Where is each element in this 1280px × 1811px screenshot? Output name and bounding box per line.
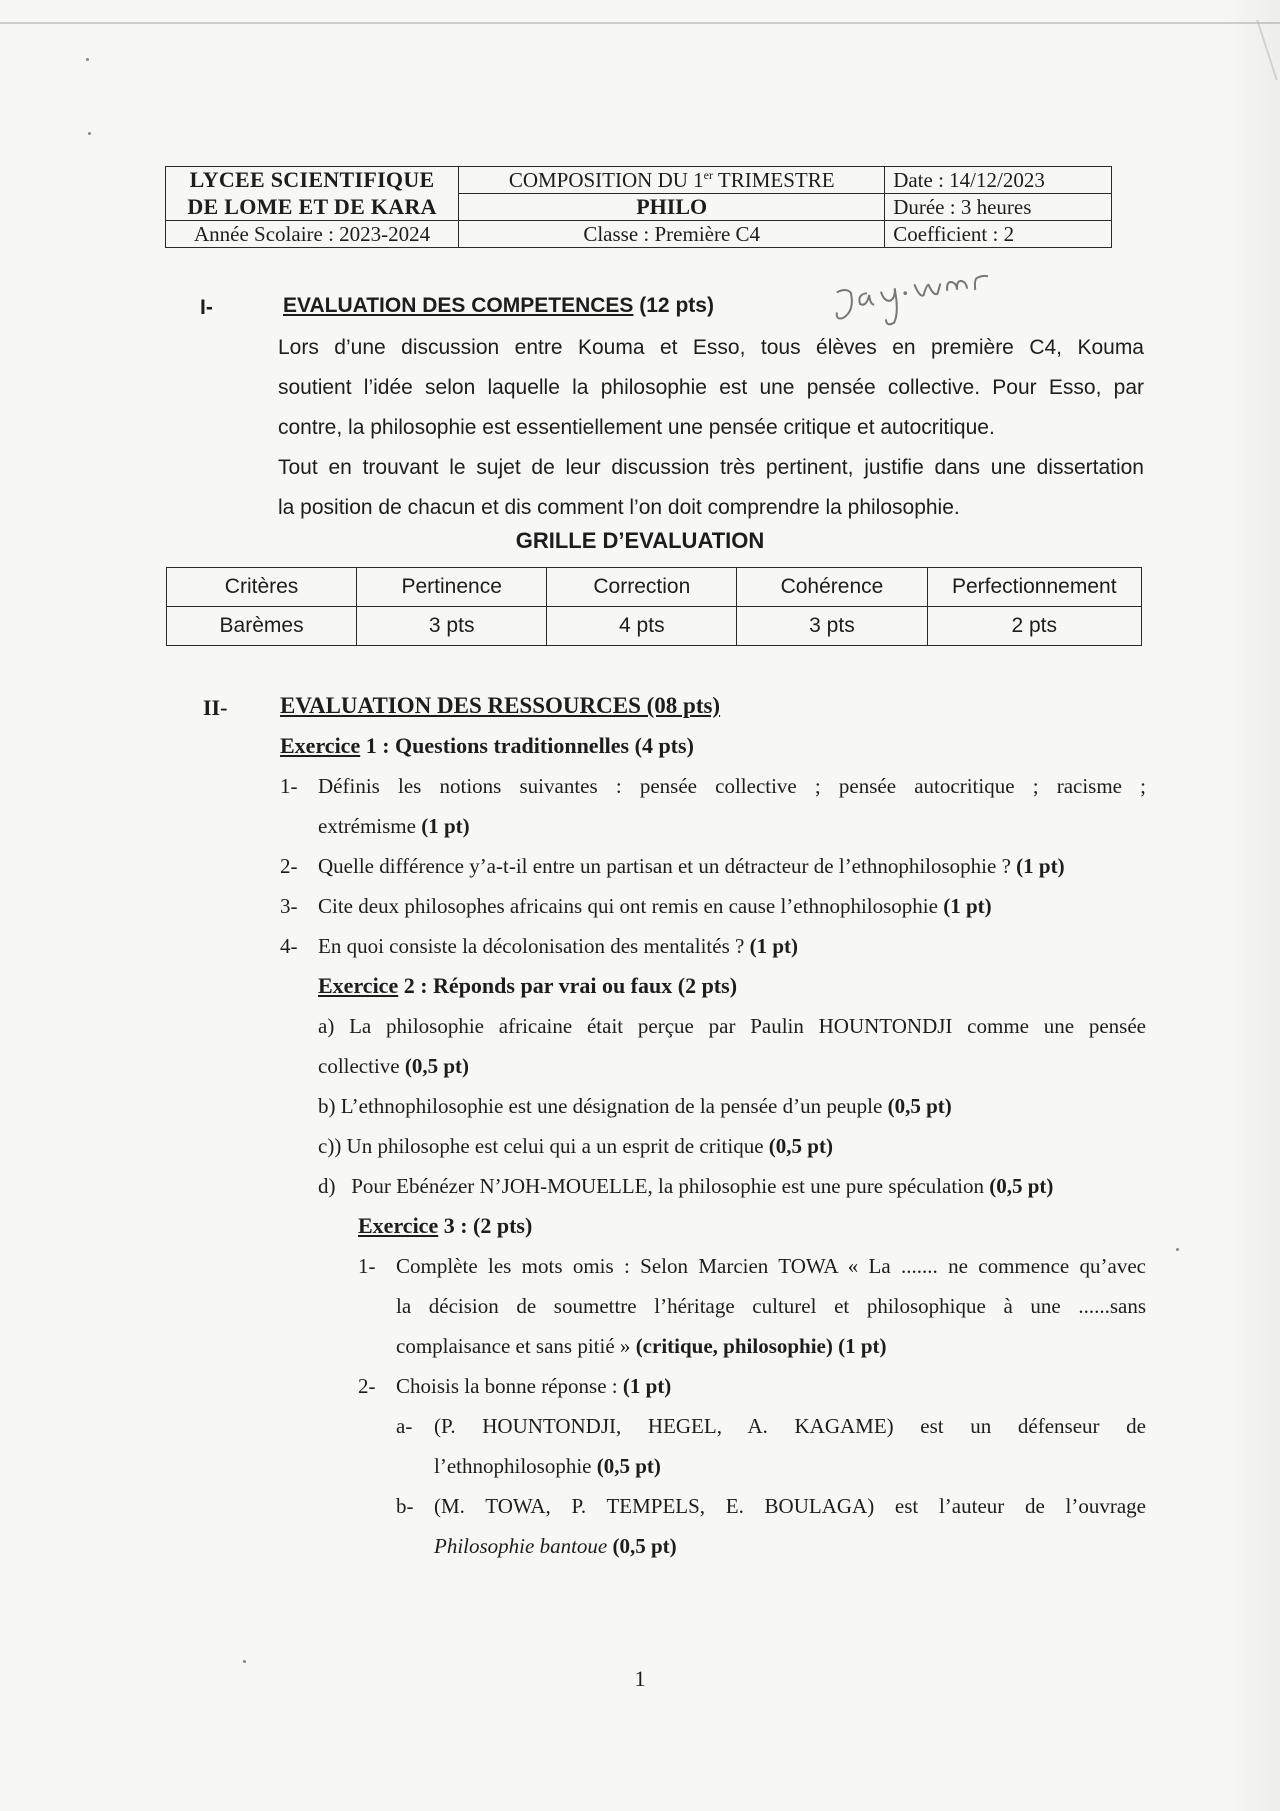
exercise2-title: Exercice 2 : Réponds par vrai ou faux (2 pts)	[318, 973, 738, 998]
ex1-q4: En quoi consiste la décolonisation des mentalités ? (1 pt)	[318, 934, 798, 958]
prompt-line-4: Tout en trouvant le sujet de leur discussion très pertinent, justifie dans une dissertation	[278, 456, 1144, 479]
school-year: Année Scolaire : 2023-2024	[166, 221, 459, 248]
signature-scribble	[829, 257, 1004, 334]
exam-class: Classe : Première C4	[459, 221, 885, 248]
exam-subject: PHILO	[459, 194, 885, 221]
ex2-a-line2: collective (0,5 pt)	[318, 1054, 470, 1078]
grille-header: Critères	[167, 568, 357, 607]
section1-number: I-	[200, 296, 213, 319]
section1-title: EVALUATION DES COMPETENCES (12 pts)	[283, 294, 714, 317]
scan-speck	[243, 1660, 246, 1663]
scan-speck	[88, 132, 91, 135]
ex2-b: b) L’ethnophilosophie est une désignation de la pensée d’un peuple (0,5 pt)	[318, 1094, 952, 1118]
grille-header-row	[167, 568, 1142, 607]
ex3-q2: Choisis la bonne réponse : (1 pt)	[396, 1374, 672, 1398]
exam-header-table	[165, 166, 1112, 248]
grille-cell: 3 pts	[357, 607, 547, 646]
scan-top-edge	[0, 22, 1280, 24]
grille-title: GRILLE D’EVALUATION	[515, 528, 765, 553]
grille-header: Pertinence	[357, 568, 547, 607]
ex3-q1-line2: la décision de soumettre l’héritage culturel et philosophique à une ......sans	[396, 1294, 1146, 1318]
grille-cell: 4 pts	[547, 607, 737, 646]
ex2-c: c)) Un philosophe est celui qui a un esprit de critique (0,5 pt)	[318, 1134, 833, 1158]
grille-header: Correction	[547, 568, 737, 607]
exercise1-title: Exercice 1 : Questions traditionnelles (4 pts)	[280, 733, 694, 758]
ex1-q3-number: 3-	[280, 894, 298, 918]
prompt-line-5: la position de chacun et dis comment l’on doit comprendre la philosophie.	[278, 496, 960, 519]
grille-cell: Barèmes	[167, 607, 357, 646]
prompt-line-1: Lors d’une discussion entre Kouma et Esso, tous élèves en première C4, Kouma	[278, 336, 1144, 359]
grille-header: Perfectionnement	[927, 568, 1142, 607]
ex3-b-line1: (M. TOWA, P. TEMPELS, E. BOULAGA) est l’auteur de l’ouvrage	[434, 1494, 1146, 1518]
ex1-q1-line2: extrémisme (1 pt)	[318, 814, 470, 838]
grille-cell: 2 pts	[927, 607, 1142, 646]
section2-title: EVALUATION DES RESSOURCES (08 pts)	[280, 693, 721, 718]
page-number: 1	[634, 1666, 646, 1691]
ex3-q1-line3: complaisance et sans pitié » (critique, philosophie) (1 pt)	[396, 1334, 887, 1358]
composition-title: COMPOSITION DU 1er TRIMESTRE	[459, 167, 885, 194]
ex1-q2: Quelle différence y’a-t-il entre un partisan et un détracteur de l’ethnophilosophie ? (1 pt)	[318, 854, 1065, 878]
ex3-b-number: b-	[396, 1494, 414, 1518]
ex3-a-line2: l’ethnophilosophie (0,5 pt)	[434, 1454, 661, 1478]
ex3-q2-number: 2-	[358, 1374, 376, 1398]
prompt-line-2: soutient l’idée selon laquelle la philosophie est une pensée collective. Pour Esso, par	[278, 376, 1144, 399]
ex1-q4-number: 4-	[280, 934, 298, 958]
exam-date: Date : 14/12/2023	[885, 167, 1112, 194]
ex1-q1-line1: Définis les notions suivantes : pensée collective ; pensée autocritique ; racisme ;	[318, 774, 1146, 798]
ex3-a-number: a-	[396, 1414, 413, 1438]
grille-table	[166, 567, 1142, 646]
ex2-d: d) Pour Ebénézer N’JOH-MOUELLE, la philosophie est une pure spéculation (0,5 pt)	[318, 1174, 1054, 1198]
ex1-q3: Cite deux philosophes africains qui ont remis en cause l’ethnophilosophie (1 pt)	[318, 894, 992, 918]
grille-header: Cohérence	[737, 568, 927, 607]
ex1-q2-number: 2-	[280, 854, 298, 878]
school-name-line2: DE LOME ET DE KARA	[166, 194, 459, 221]
ex3-a-line1: (P. HOUNTONDJI, HEGEL, A. KAGAME) est un défenseur de	[434, 1414, 1146, 1438]
prompt-line-3: contre, la philosophie est essentiellement une pensée critique et autocritique.	[278, 416, 995, 439]
scan-shadow	[1220, 0, 1280, 1811]
school-name-line1: LYCEE SCIENTIFIQUE	[166, 167, 459, 194]
section1-prompt	[278, 328, 1144, 528]
grille-values-row	[167, 607, 1142, 646]
ex1-q1-number: 1-	[280, 774, 298, 798]
exam-duration: Durée : 3 heures	[885, 194, 1112, 221]
scan-speck	[86, 58, 89, 61]
exam-coefficient: Coefficient : 2	[885, 221, 1112, 248]
ex3-q1-number: 1-	[358, 1254, 376, 1278]
ex3-q1-line1: Complète les mots omis : Selon Marcien TOWA « La ....... ne commence qu’avec	[396, 1254, 1146, 1278]
scan-speck	[1176, 1248, 1179, 1251]
ex2-a-line1: a) La philosophie africaine était perçue par Paulin HOUNTONDJI comme une pensée	[318, 1014, 1146, 1038]
grille-cell: 3 pts	[737, 607, 927, 646]
exercise3-title: Exercice 3 : (2 pts)	[358, 1213, 533, 1238]
section2-number: II-	[203, 695, 228, 720]
ex3-b-line2: Philosophie bantoue (0,5 pt)	[434, 1534, 677, 1558]
